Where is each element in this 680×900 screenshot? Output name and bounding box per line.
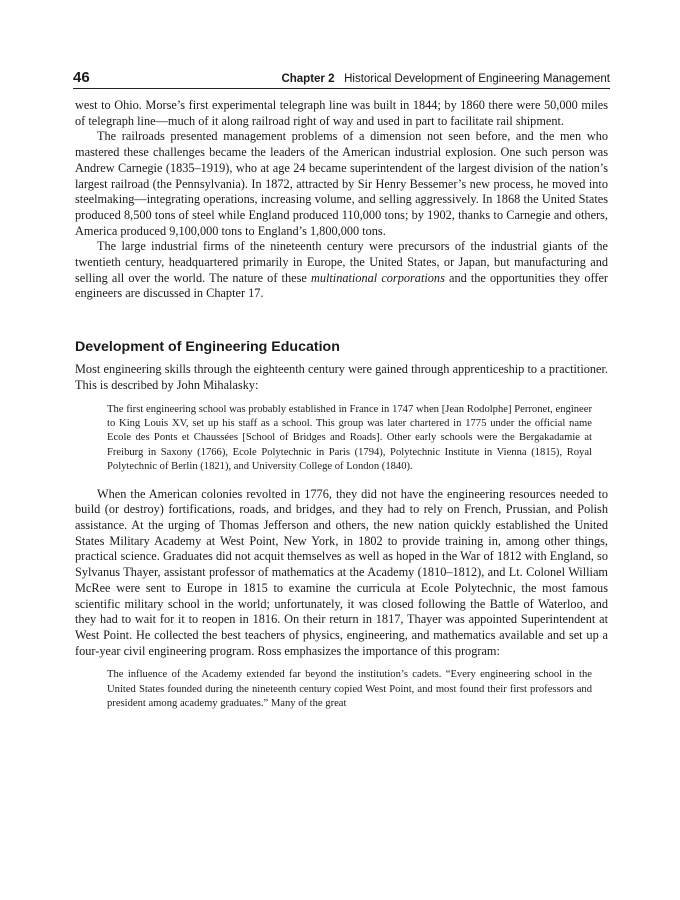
- chapter-label: Chapter 2: [281, 73, 335, 85]
- paragraph-text-before: The large industrial firms of the nineteenth century were precursors of the industrial giants of the twentieth century, headquartered primarily in Europe, the United States, or Japan, but manufacturing and selling all over the world. The nature of these: [75, 239, 608, 285]
- paragraph-intro: Most engineering skills through the eighteenth century were gained through apprenticeship to a practitioner. This is described by John Mihalasky:: [75, 362, 608, 392]
- page-number: 46: [73, 69, 90, 86]
- running-header: [73, 66, 610, 88]
- paragraph-text-after: and the opportunities they offer engineers are discussed in Chapter 17.: [75, 270, 608, 301]
- paragraph-industrial-firms: [75, 239, 608, 302]
- block-quote-ross: The influence of the Academy extended far beyond the institution’s cadets. “Every engineering school in the United States founded during the nineteenth century copied West Point, and most found their first professors and president among academy graduates.” Many of the great: [107, 669, 592, 710]
- paragraph-american-colonies: When the American colonies revolted in 1776, they did not have the engineering resources needed to build (or destroy) fortifications, roads, and bridges, and they had to rely on French, Prussian, and Polish assistance. At the urging of Thomas Jefferson and others, the new nation quickly established the United States Military Academy at West Point, New York, in 1802 to provide training in, among other things, practical science. Graduates did not acquit themselves as well as hoped in the War of 1812 with England, so Sylvanus Thayer, assistant professor of mathematics at the Academy (1810–1812), and Lt. Colonel William McRee were sent to Europe in 1815 to examine the curricula at Ecole Polytechnic, the most famous scientific military school in the world; unfortunately, it was closed following the Battle of Waterloo, and they had to wait for it to reopen in 1816. On their return in 1817, Thayer was appointed Superintendent at West Point. He collected the best teachers of physics, engineering, and mathematics available and set up a four-year civil engineering program. Ross emphasizes the importance of this program:: [75, 486, 608, 658]
- running-head: [281, 72, 610, 86]
- section-heading: Development of Engineering Education: [75, 339, 340, 356]
- header-rule: [73, 88, 610, 89]
- paragraph-railroads: The railroads presented management problems of a dimension not seen before, and the men who mastered these challenges became the leaders of the American industrial explosion. One such person was Andrew Carnegie (1835–1919), who at age 24 became superintendent of the largest division of the nation’s largest railroad (the Pennsylvania). In 1872, attracted by Sir Henry Bessemer’s new process, he moved into steelmaking—integrating operations, increasing volume, and selling aggressively. In 1868 the United States produced 8,500 tons of steel while England produced 110,000 tons; by 1902, thanks to Carnegie and others, America produced 9,100,000 tons to England’s 1,800,000 tons.: [75, 129, 608, 238]
- chapter-title: Historical Development of Engineering Management: [344, 73, 610, 85]
- emphasis-multinational: multinational corporations: [310, 270, 445, 285]
- block-quote-mihalasky: The first engineering school was probably established in France in 1747 when [Jean Rodolphe] Perronet, engineer to King Louis XV, set up his staff as a school. This group was later chartered in 1775 under the official name Ecole des Ponts et Chaussées [School of Bridges and Roads]. Other early schools were the Bergakadamie at Freiburg in Saxony (1766), Ecole Polytechnic in Paris (1794), Polytechnic Institute in Vienna (1815), Royal Polytechnic of Berlin (1821), and University College of London (1840).: [107, 403, 592, 473]
- paragraph-continued: west to Ohio. Morse’s first experimental telegraph line was built in 1844; by 1860 there were 50,000 miles of telegraph line—much of it along railroad right of way and used in part to facilitate rail shipment.: [75, 98, 608, 128]
- body-text: [75, 98, 608, 712]
